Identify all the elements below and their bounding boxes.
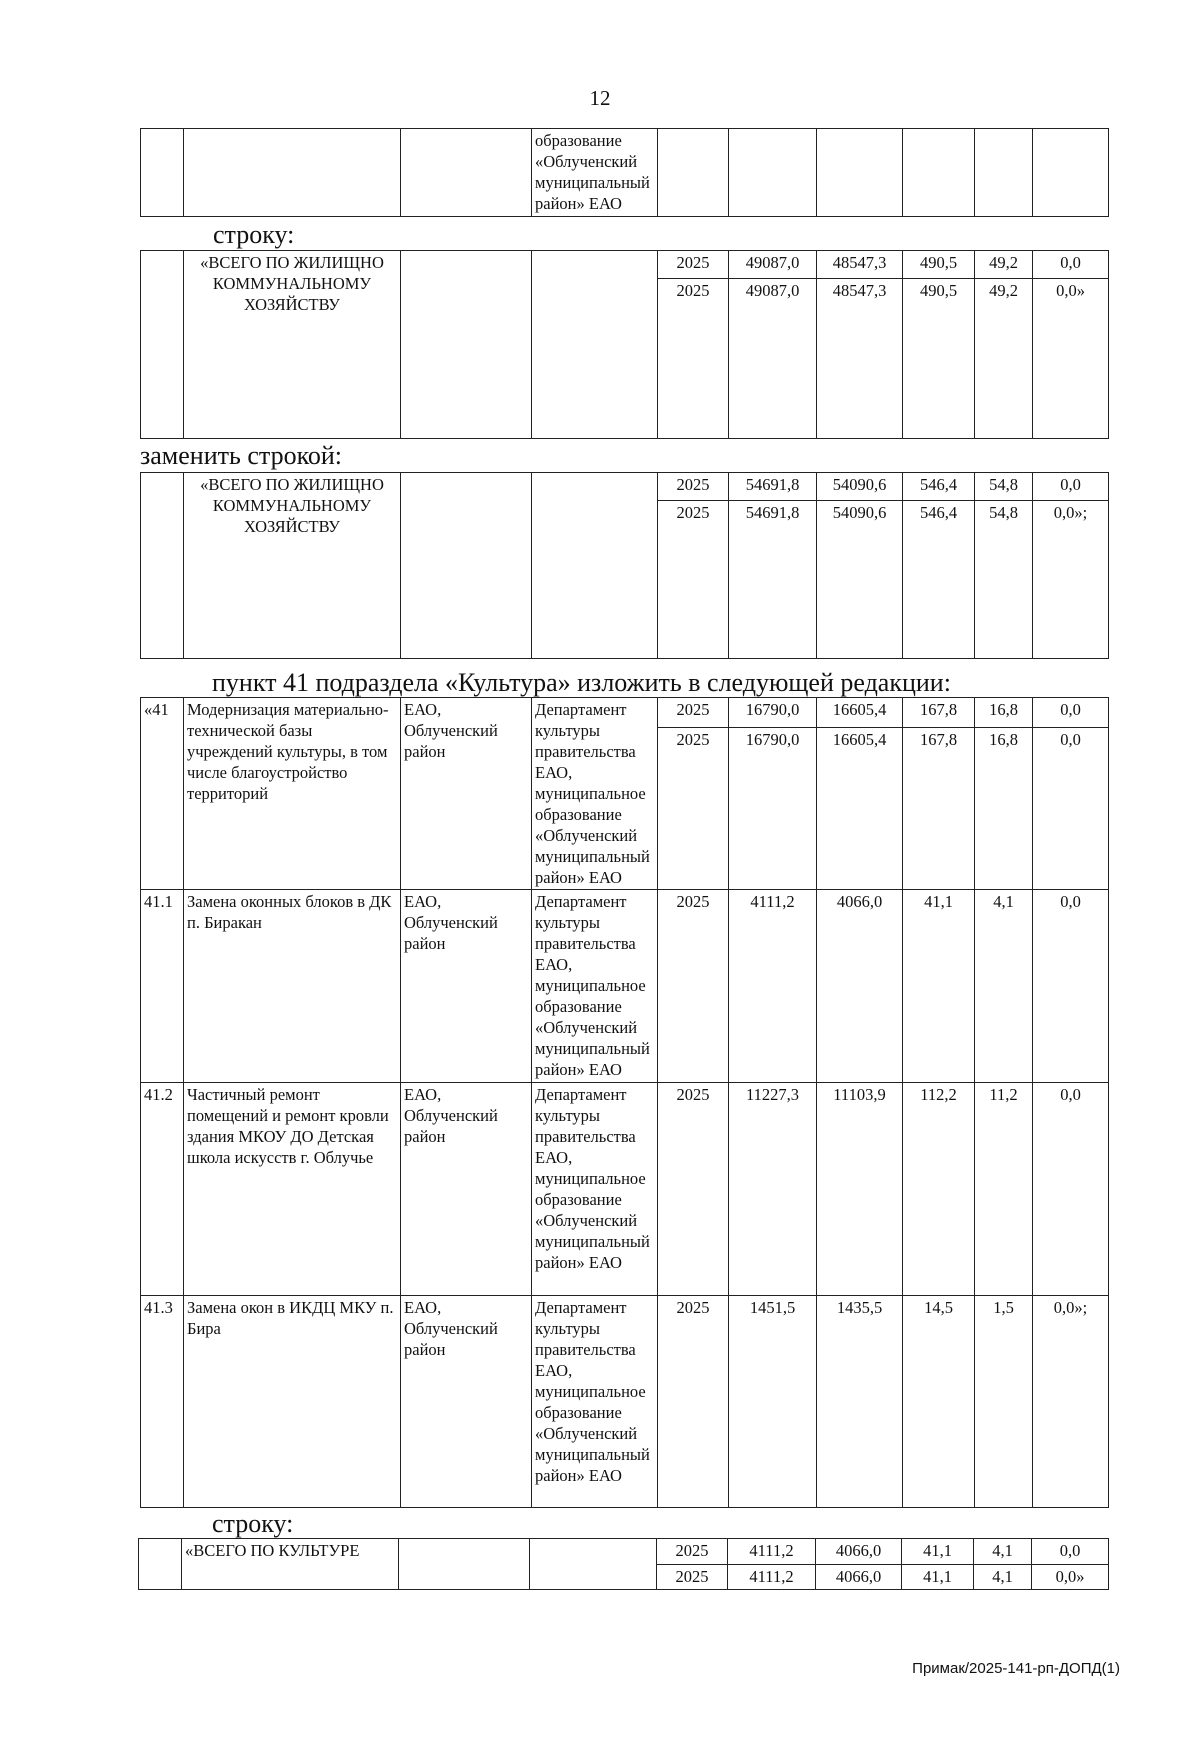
cell-value: 4066,0 — [816, 1565, 902, 1590]
text-line: ХОЗЯЙСТВУ — [244, 517, 340, 536]
cell-value: 0,0 — [1033, 890, 1109, 1083]
cell-value: 16605,4 — [817, 728, 903, 890]
cell-empty — [399, 1539, 530, 1590]
text-line: образование — [535, 131, 622, 150]
cell-location: ЕАО, Облученский район — [401, 1083, 532, 1296]
cell-value: 490,5 — [903, 251, 975, 279]
cell-value: 0,0 — [1033, 698, 1109, 728]
cell-value: 16,8 — [975, 728, 1033, 890]
table-culture — [140, 697, 1109, 1508]
cell-value: 49087,0 — [729, 279, 817, 439]
cell-empty — [401, 129, 532, 217]
cell-value: 167,8 — [903, 698, 975, 728]
cell-year: 2025 — [658, 890, 729, 1083]
cell-year: 2025 — [658, 1083, 729, 1296]
cell-value: 4066,0 — [817, 890, 903, 1083]
cell-empty — [532, 473, 658, 659]
heading-stroku: строку: — [212, 1509, 294, 1538]
cell-value: 4111,2 — [728, 1565, 816, 1590]
text-line: «ВСЕГО ПО ЖИЛИЩНО — [200, 475, 384, 494]
cell-value: 167,8 — [903, 728, 975, 890]
table-continuation — [140, 128, 1109, 217]
text-line: район» ЕАО — [535, 194, 622, 213]
cell-year: 2025 — [657, 1565, 728, 1590]
cell-value: 546,4 — [903, 501, 975, 659]
cell-item-number: «41 — [141, 698, 184, 890]
cell-item-number: 41.2 — [141, 1083, 184, 1296]
cell-value: 48547,3 — [817, 279, 903, 439]
cell-item-name: Модернизация материально-технической базы учреждений культуры, в том числе благоустройство территорий — [184, 698, 401, 890]
cell-value: 4,1 — [974, 1565, 1032, 1590]
cell-location: ЕАО, Облученский район — [401, 890, 532, 1083]
cell-executor: Департамент культуры правительства ЕАО, муниципальное образование «Облученский муниципальный район» ЕАО — [532, 698, 658, 890]
cell-empty — [401, 473, 532, 659]
table-housing-new — [140, 472, 1109, 659]
cell-value: 49,2 — [975, 251, 1033, 279]
cell-location: ЕАО, Облученский район — [401, 1296, 532, 1508]
heading-punkt-41: пункт 41 подраздела «Культура» изложить в следующей редакции: — [212, 668, 951, 697]
cell-value: 16,8 — [975, 698, 1033, 728]
cell-year: 2025 — [658, 473, 729, 501]
table-housing-old — [140, 250, 1109, 439]
cell-value: 49087,0 — [729, 251, 817, 279]
cell-empty — [903, 129, 975, 217]
cell-year: 2025 — [657, 1539, 728, 1565]
cell-empty — [401, 251, 532, 439]
cell-value: 16790,0 — [729, 728, 817, 890]
text-line: муниципальный — [535, 173, 650, 192]
cell-value: 16605,4 — [817, 698, 903, 728]
cell-empty — [729, 129, 817, 217]
cell-executor: Департамент культуры правительства ЕАО, муниципальное образование «Облученский муниципальный район» ЕАО — [532, 890, 658, 1083]
cell-value: 1435,5 — [817, 1296, 903, 1508]
cell-value: 0,0 — [1033, 251, 1109, 279]
cell-empty — [530, 1539, 657, 1590]
cell-value: 16790,0 — [729, 698, 817, 728]
cell-value: 54,8 — [975, 473, 1033, 501]
cell-value: 49,2 — [975, 279, 1033, 439]
text-line: КОММУНАЛЬНОМУ — [212, 274, 372, 293]
cell-value: 112,2 — [903, 1083, 975, 1296]
cell-empty — [139, 1539, 182, 1590]
cell-value: 0,0 — [1033, 473, 1109, 501]
cell-item-name: Замена окон в ИКДЦ МКУ п. Бира — [184, 1296, 401, 1508]
cell-value: 0,0»; — [1033, 1296, 1109, 1508]
cell-total-title — [184, 251, 401, 439]
cell-value: 48547,3 — [817, 251, 903, 279]
cell-year: 2025 — [658, 728, 729, 890]
table-culture-total — [138, 1538, 1109, 1590]
cell-value: 0,0 — [1032, 1539, 1109, 1565]
cell-value: 54090,6 — [817, 501, 903, 659]
text-line: «ВСЕГО ПО ЖИЛИЩНО — [200, 253, 384, 272]
cell-executor: Департамент культуры правительства ЕАО, муниципальное образование «Облученский муниципальный район» ЕАО — [532, 1083, 658, 1296]
cell-value: 54090,6 — [817, 473, 903, 501]
cell-item-number: 41.3 — [141, 1296, 184, 1508]
page-number: 12 — [589, 86, 611, 110]
cell-empty — [141, 251, 184, 439]
cell-item-name: Замена оконных блоков в ДК п. Биракан — [184, 890, 401, 1083]
cell-value: 54691,8 — [729, 473, 817, 501]
cell-value: 4111,2 — [728, 1539, 816, 1565]
cell-total-title: «ВСЕГО ПО КУЛЬТУРЕ — [182, 1539, 399, 1590]
cell-value: 546,4 — [903, 473, 975, 501]
cell-location: ЕАО, Облученский район — [401, 698, 532, 890]
cell-value: 0,0» — [1033, 279, 1109, 439]
cell-empty — [532, 251, 658, 439]
cell-year: 2025 — [658, 251, 729, 279]
cell-empty — [817, 129, 903, 217]
cell-item-number: 41.1 — [141, 890, 184, 1083]
cell-value: 11103,9 — [817, 1083, 903, 1296]
cell-empty — [141, 129, 184, 217]
cell-value: 4,1 — [975, 890, 1033, 1083]
cell-total-title — [184, 473, 401, 659]
cell-value: 1,5 — [975, 1296, 1033, 1508]
cell-value: 54691,8 — [729, 501, 817, 659]
cell-value: 4,1 — [974, 1539, 1032, 1565]
cell-empty — [141, 473, 184, 659]
cell-value: 41,1 — [902, 1539, 974, 1565]
cell-year: 2025 — [658, 1296, 729, 1508]
cell-value: 4066,0 — [816, 1539, 902, 1565]
cell-year: 2025 — [658, 698, 729, 728]
cell-value: 4111,2 — [729, 890, 817, 1083]
cell-value: 0,0 — [1033, 1083, 1109, 1296]
cell-value: 41,1 — [903, 890, 975, 1083]
table-row — [141, 698, 1109, 728]
cell-executor: Департамент культуры правительства ЕАО, муниципальное образование «Облученский муниципальный район» ЕАО — [532, 1296, 658, 1508]
heading-stroku: строку: — [213, 220, 295, 249]
cell-value: 0,0»; — [1033, 501, 1109, 659]
cell-value: 14,5 — [903, 1296, 975, 1508]
table-row — [141, 1083, 1109, 1296]
table-row — [141, 1296, 1109, 1508]
cell-empty — [184, 129, 401, 217]
table-row — [141, 890, 1109, 1083]
heading-zamenit: заменить строкой: — [140, 441, 343, 470]
cell-empty — [658, 129, 729, 217]
text-line: КОММУНАЛЬНОМУ — [212, 496, 372, 515]
text-line: «Облученский — [535, 152, 638, 171]
text-line: ХОЗЯЙСТВУ — [244, 295, 340, 314]
cell-empty — [975, 129, 1033, 217]
cell-empty — [1033, 129, 1109, 217]
cell-value: 11,2 — [975, 1083, 1033, 1296]
cell-year: 2025 — [658, 501, 729, 659]
cell-item-name: Частичный ремонт помещений и ремонт кровли здания МКОУ ДО Детская школа искусств г. Облучье — [184, 1083, 401, 1296]
cell-year: 2025 — [658, 279, 729, 439]
cell-value: 0,0» — [1032, 1565, 1109, 1590]
cell-value: 490,5 — [903, 279, 975, 439]
cell-executor — [532, 129, 658, 217]
cell-value: 1451,5 — [729, 1296, 817, 1508]
document-code: Примак/2025-141-рп-ДОПД(1) — [912, 1660, 1120, 1677]
cell-value: 54,8 — [975, 501, 1033, 659]
cell-value: 41,1 — [902, 1565, 974, 1590]
cell-value: 0,0 — [1033, 728, 1109, 890]
cell-value: 11227,3 — [729, 1083, 817, 1296]
